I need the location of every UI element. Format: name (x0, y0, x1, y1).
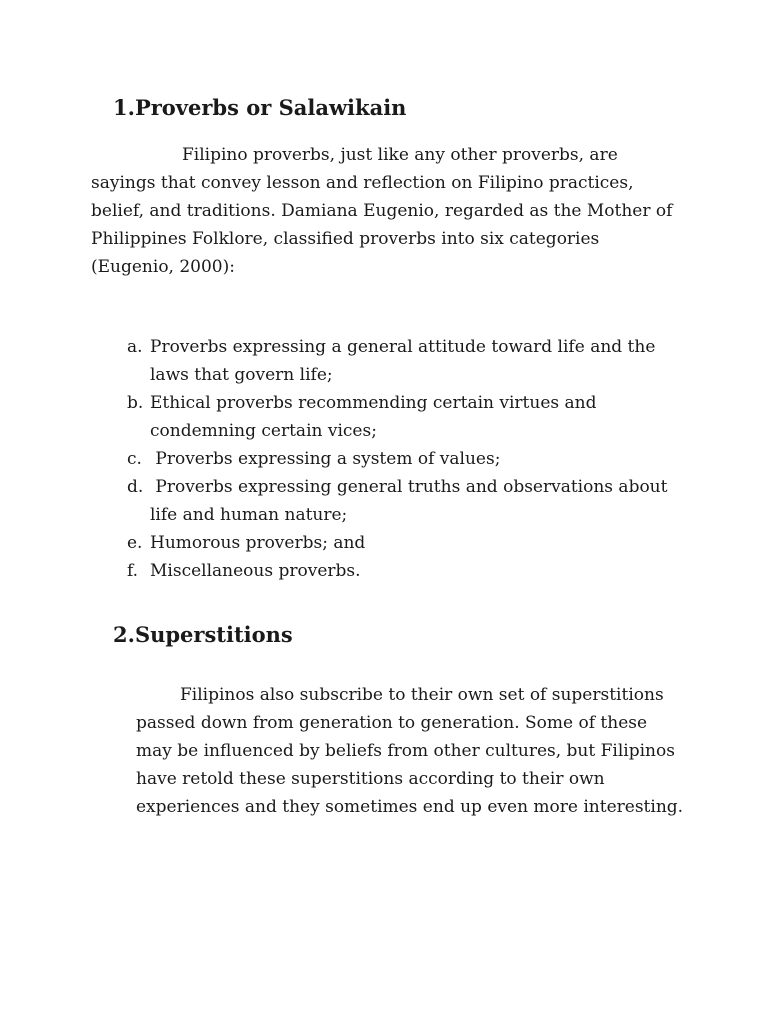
section-2-paragraph (136, 681, 683, 821)
list-marker: b. (127, 393, 144, 413)
list-item-line: Proverbs expressing a general attitude toward life and the (150, 337, 656, 357)
list-marker: c. (127, 449, 142, 469)
section-2-heading (113, 621, 293, 649)
list-item-line: condemning certain vices; (150, 421, 377, 441)
list-item (127, 445, 727, 473)
paragraph-line: Filipino proverbs, just like any other proverbs, are (182, 145, 618, 165)
list-item (127, 333, 727, 389)
paragraph-line: (Eugenio, 2000): (91, 257, 235, 277)
list-item-line: Ethical proverbs recommending certain virtues and (150, 393, 597, 413)
section-1-number: 1. (113, 95, 135, 120)
paragraph-line: Philippines Folklore, classified proverbs into six categories (91, 229, 600, 249)
section-2-title: Superstitions (134, 622, 293, 647)
list-item-line: Proverbs expressing a system of values; (150, 449, 501, 469)
list-marker: f. (127, 561, 139, 581)
list-item (127, 389, 727, 445)
section-2-number: 2. (113, 622, 135, 647)
proverb-categories-list (127, 333, 727, 585)
paragraph-line: experiences and they sometimes end up even more interesting. (136, 797, 684, 817)
list-marker: d. (127, 477, 144, 497)
paragraph-line: passed down from generation to generation. Some of these (136, 713, 648, 733)
list-marker: e. (127, 533, 143, 553)
list-item (127, 529, 727, 557)
paragraph-line: sayings that convey lesson and reflection on Filipino practices, (91, 173, 634, 193)
paragraph-line: Filipinos also subscribe to their own set of superstitions (180, 685, 664, 705)
paragraph-line: have retold these superstitions according to their own (136, 769, 605, 789)
list-item-line: laws that govern life; (150, 365, 333, 385)
list-item (127, 557, 727, 585)
list-marker: a. (127, 337, 143, 357)
list-item-line: Proverbs expressing general truths and observations about (150, 477, 668, 497)
section-1-paragraph (91, 141, 672, 281)
section-1-heading (113, 94, 406, 122)
section-1-title: Proverbs or Salawikain (134, 95, 407, 120)
list-item (127, 473, 727, 529)
list-item-line: life and human nature; (150, 505, 348, 525)
list-item-line: Miscellaneous proverbs. (150, 561, 361, 581)
paragraph-line: may be influenced by beliefs from other cultures, but Filipinos (136, 741, 675, 761)
paragraph-line: belief, and traditions. Damiana Eugenio, regarded as the Mother of (91, 201, 673, 221)
list-item-line: Humorous proverbs; and (150, 533, 366, 553)
